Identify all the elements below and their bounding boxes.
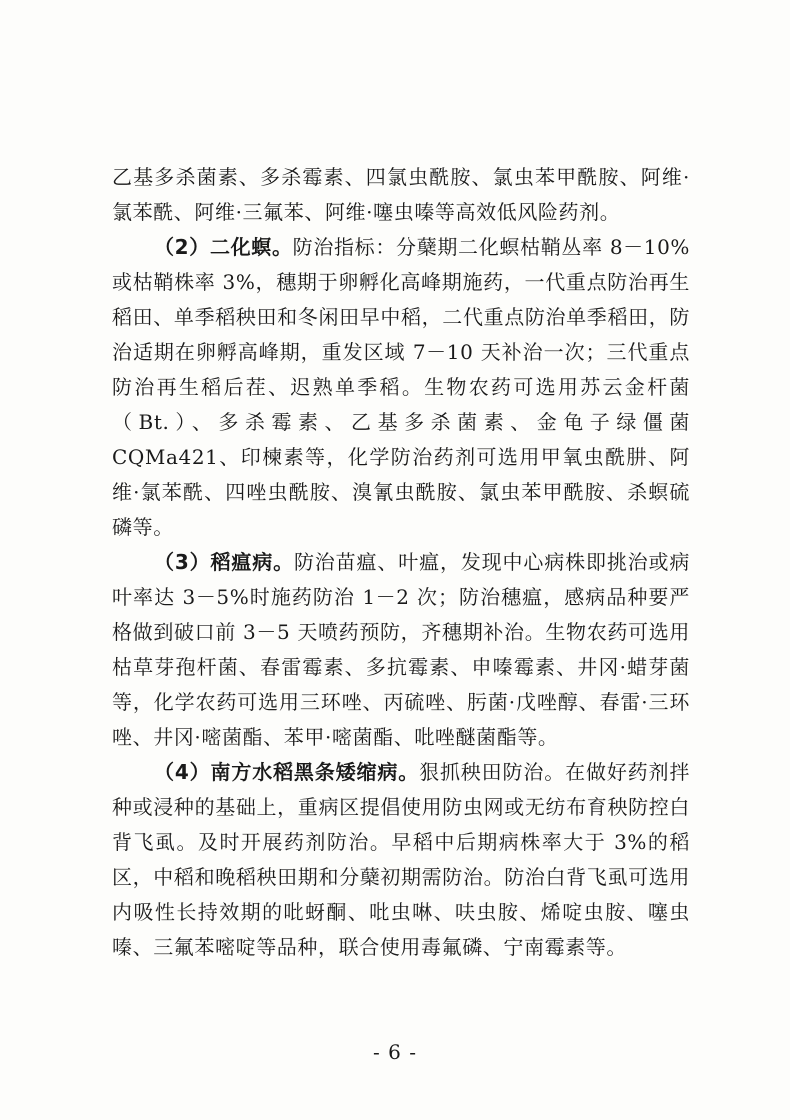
paragraph-text: 狠抓秧田防治。在做好药剂拌种或浸种的基础上，重病区提倡使用防虫网或无纺布育秧防控白背飞虱。及时开展药剂防治。早稻中后期病株率大于 3%的稻区，中稻和晚稻秧田期和分蘖初期需防治。防治白背飞虱可选用内吸性长持效期的吡蚜酮、吡虫啉、呋虫胺、烯啶虫胺、噻虫嗪、三氟苯嘧啶等品种，联合使用毒氟磷、宁南霉素等。 [112, 760, 690, 959]
paragraph-text: 防治指标：分蘖期二化螟枯鞘丛率 8－10%或枯鞘株率 3%，穗期于卵孵化高峰期施药，一代重点防治再生稻田、单季稻秧田和冬闲田早中稻，二代重点防治单季稻田，防治适期在卵孵高峰期，重发区域 7－10 天补治一次；三代重点防治再生稻后茬、迟熟单季稻。生物农药可选用苏云金杆菌（Bt.）、多杀霉素、乙基多杀菌素、金龟子绿僵菌 CQMa421、印楝素等，化学防治药剂可选用甲氧虫酰肼、阿维·氯苯酰、四唑虫酰胺、溴氰虫酰胺、氯虫苯甲酰胺、杀螟硫磷等。 [112, 235, 690, 539]
document-body [112, 160, 690, 965]
page-number: - 6 - [373, 1040, 417, 1064]
section-number: （2） [154, 235, 210, 259]
paragraph-text: 乙基多杀菌素、多杀霉素、四氯虫酰胺、氯虫苯甲酰胺、阿维·氯苯酰、阿维·三氟苯、阿维·噻虫嗪等高效低风险药剂。 [112, 165, 690, 224]
paragraph-rice-stem-borer [112, 230, 690, 545]
section-number: （3） [154, 550, 211, 574]
section-title: 稻瘟病。 [210, 550, 294, 574]
paragraph-text: 防治苗瘟、叶瘟，发现中心病株即挑治或病叶率达 3－5%时施药防治 1－2 次；防治穗瘟，感病品种要严格做到破口前 3－5 天喷药预防，齐穗期补治。生物农药可选用枯草芽孢杆菌、春雷霉素、多抗霉素、申嗪霉素、井冈·蜡芽菌等，化学农药可选用三环唑、丙硫唑、肟菌·戊唑醇、春雷·三环唑、井冈·嘧菌酯、苯甲·嘧菌酯、吡唑醚菌酯等。 [112, 550, 690, 749]
paragraph-continuation [112, 160, 690, 230]
paragraph-black-streaked-dwarf [112, 755, 690, 965]
paragraph-rice-blast [112, 545, 690, 755]
section-title: 二化螟。 [209, 235, 293, 259]
section-title: 南方水稻黑条矮缩病。 [210, 760, 420, 784]
section-number: （4） [154, 760, 211, 784]
